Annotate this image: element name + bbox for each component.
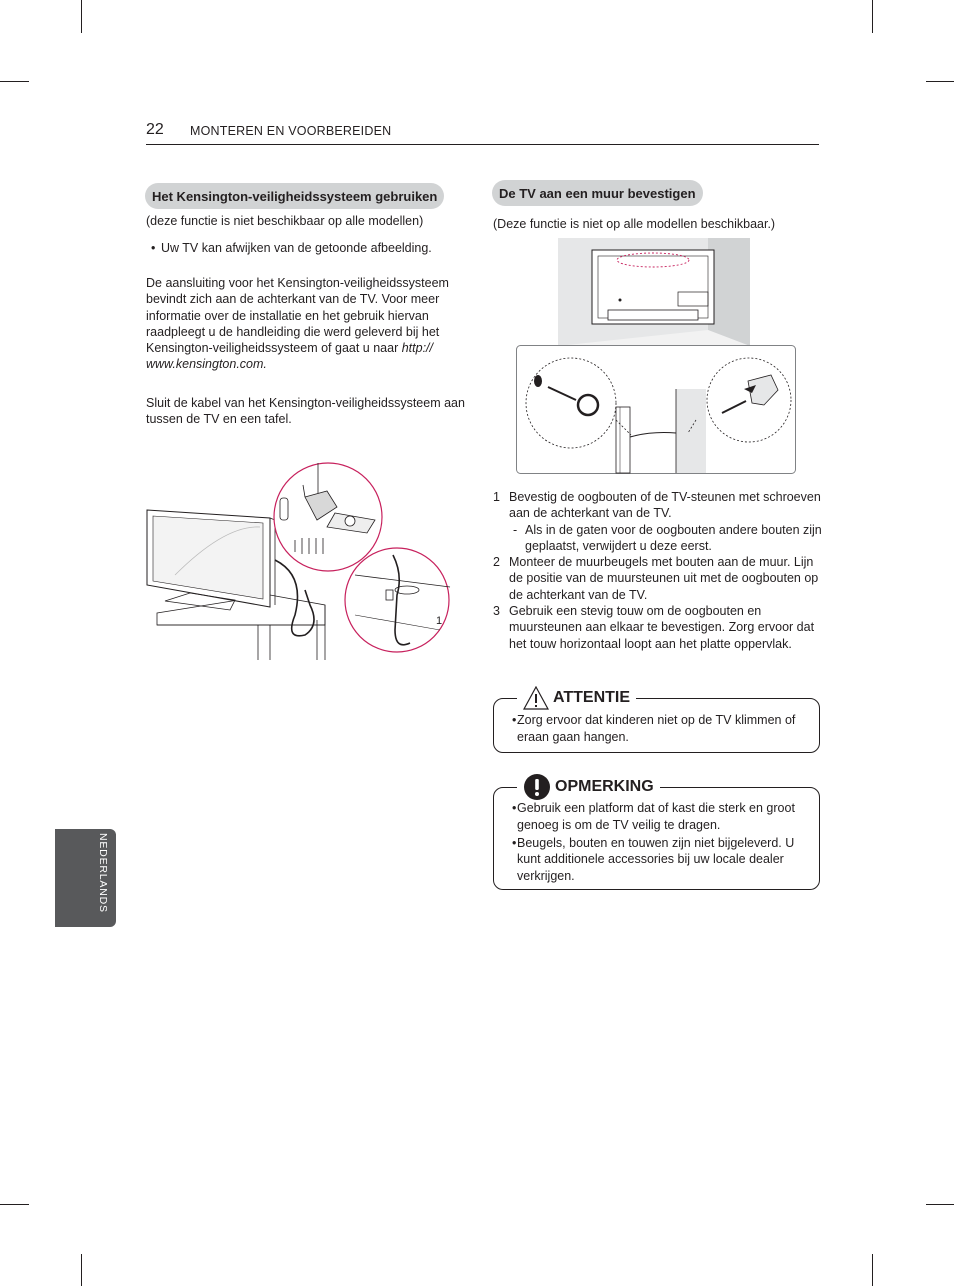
- exclamation-circle-icon: [523, 773, 551, 801]
- step-number: 2: [493, 555, 500, 570]
- step-text: Bevestig de oogbouten of de TV-steunen met schroeven aan de achterkant van de TV.: [509, 490, 821, 521]
- kensington-link[interactable]: http:// www.kensington.com.: [146, 341, 433, 372]
- step-item: [493, 603, 823, 652]
- language-label: NEDERLANDS: [97, 833, 109, 913]
- caution-item: • Zorg ervoor dat kinderen niet op de TV klimmen of eraan gaan hangen.: [507, 712, 807, 746]
- tv-back-illustration: [558, 238, 750, 346]
- figure-label: 1: [436, 615, 443, 627]
- notice-title: [517, 772, 660, 802]
- kensington-paragraph: [146, 275, 471, 373]
- crop-mark: [872, 0, 873, 33]
- crop-mark: [926, 1204, 954, 1205]
- notice-item: • Gebruik een platform dat of kast die sterk en groot genoeg is om de TV veilig te dragen.: [507, 800, 807, 834]
- step-item: [493, 489, 823, 522]
- page-number: 22: [146, 121, 164, 138]
- availability-note: (Deze functie is niet op alle modellen beschikbaar.): [493, 217, 776, 231]
- step-text: Monteer de muurbeugels met bouten aan de muur. Lijn de positie van de muursteunen uit met de oogbouten op de achterkant van de TV.: [509, 555, 819, 602]
- instruction-paragraph: Sluit de kabel van het Kensington-veiligheidssysteem aan tussen de TV en een tafel.: [146, 396, 465, 427]
- section-heading-kensington: Het Kensington-veiligheidssysteem gebruiken: [145, 183, 444, 209]
- crop-mark: [0, 81, 29, 82]
- caution-title-text: ATTENTIE: [553, 689, 631, 706]
- step-number: 1: [493, 490, 500, 504]
- bullet-item: • Uw TV kan afwijken van de getoonde afbeelding.: [146, 240, 481, 256]
- step-subitem-text: Als in de gaten voor de oogbouten andere bouten zijn geplaatst, verwijdert u deze eerst.: [525, 522, 822, 553]
- crop-mark: [81, 0, 82, 33]
- steps-list: [493, 489, 823, 652]
- wall-fixing-illustration: [516, 345, 796, 475]
- caution-title: [517, 684, 636, 712]
- section-title: MONTEREN EN VOORBEREIDEN: [190, 124, 392, 138]
- crop-mark: [0, 1204, 29, 1205]
- section-heading-wall-mount: De TV aan een muur bevestigen: [492, 180, 703, 206]
- crop-mark: [81, 1254, 82, 1286]
- caution-triangle-icon: [523, 686, 549, 710]
- notice-title-text: OPMERKING: [555, 778, 654, 795]
- crop-mark: [926, 81, 954, 82]
- notice-item: • Beugels, bouten en touwen zijn niet bijgeleverd. U kunt additionele accessories bij uw locale dealer verkrijgen.: [507, 835, 807, 885]
- step-subitem: - Als in de gaten voor de oogbouten andere bouten zijn geplaatst, verwijdert u deze eerst.: [513, 522, 822, 553]
- step-number: 3: [493, 604, 500, 619]
- availability-note: (deze functie is niet beschikbaar op alle modellen): [146, 214, 424, 228]
- header-rule: [146, 144, 819, 145]
- step-item: [493, 554, 823, 603]
- caution-body: [507, 712, 807, 746]
- crop-mark: [872, 1254, 873, 1286]
- paragraph-text: De aansluiting voor het Kensington-veiligheidssysteem bevindt zich aan de achterkant van de TV. Voor meer informatie over de installatie en het gebruik hiervan raadpleegt u de handleiding die werd geleverd bij het Kensington-veiligheidssysteem of gaat u naar: [146, 276, 449, 356]
- step-text: Gebruik een stevig touw om de oogbouten en muursteunen aan elkaar te bevestigen. Zorg ervoor dat het touw horizontaal loopt aan het platte oppervlak.: [509, 604, 815, 651]
- notice-body: [507, 800, 807, 885]
- kensington-illustration: [145, 455, 455, 660]
